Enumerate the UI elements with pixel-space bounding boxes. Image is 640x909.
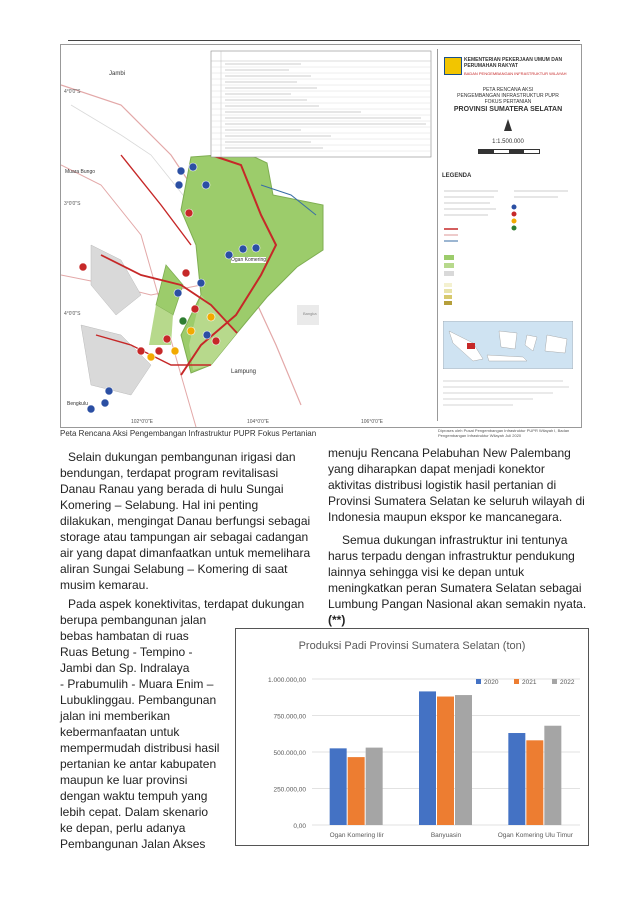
col1-p2-line: pertanian ke antar kabupaten xyxy=(60,757,217,771)
inset-map xyxy=(443,321,573,369)
map-title-main: PROVINSI SUMATERA SELATAN xyxy=(453,106,563,113)
map-label-muara-bungo: Muara Bungo xyxy=(65,169,96,175)
y-tick-label: 0,00 xyxy=(293,823,306,830)
map-label-jambi: Jambi xyxy=(109,71,126,77)
col1-p2-line: - Prabumulih - Muara Enim – xyxy=(60,677,214,691)
svg-text:3°0'0"S: 3°0'0"S xyxy=(64,201,81,207)
legend-swatch-2022 xyxy=(552,679,557,684)
top-rule xyxy=(68,40,580,41)
svg-text:106°0'0"E: 106°0'0"E xyxy=(361,419,383,425)
ministry-name: KEMENTERIAN PEKERJAAN UMUM DAN PERUMAHAN RAKYAT xyxy=(464,57,563,69)
x-tick-label: Ogan Komering Ulu Timur xyxy=(497,832,573,839)
map-label-lampung: Lampung xyxy=(231,369,257,375)
map-title-line3: FOKUS PERTANIAN xyxy=(484,99,532,105)
agency-name: BADAN PENGEMBANGAN INFRASTRUKTUR WILAYAH xyxy=(464,71,567,76)
col1-p2-line: Pembangunan Jalan Akses xyxy=(60,837,206,851)
col1-p2-line: maupun ke luar provinsi xyxy=(60,773,188,787)
legend-label-2022: 2022 xyxy=(560,679,575,686)
chart-bar-2020-0 xyxy=(330,748,347,825)
map-label-ogan-komering: Ogan Komering xyxy=(231,257,267,263)
y-tick-label: 250.000,00 xyxy=(273,786,306,794)
pupr-logo xyxy=(444,57,462,75)
col1-p2-line: berupa pembangunan jalan xyxy=(60,613,207,627)
chart-bar-2021-1 xyxy=(437,697,454,825)
chart-svg xyxy=(236,629,588,845)
article-end-mark: (**) xyxy=(328,613,346,627)
x-tick-label: Banyuasin xyxy=(430,832,462,839)
map-label-bengkulu: Bengkulu xyxy=(67,401,88,407)
col2-paragraph-2 xyxy=(328,532,590,628)
legend-swatch-2021 xyxy=(514,679,519,684)
map-title-line1: PETA RENCANA AKSI xyxy=(482,87,534,93)
col1-paragraph-1: Selain dukungan pembangunan irigasi dan bendungan, terdapat program revitalisasi Danau Ranau yang berada di hulu Sungai Komering – Selabung. Hal ini penting dilakukan, mengingat Danau berfungsi sebagai storage atau tampungan air sebagai cadangan air yang dapat dimanfaatkan untuk memelihara aliran Sungai Selabung – Komering di saat musim kemarau. xyxy=(60,450,311,592)
col1-p2-line: Lubuklinggau. Pembangunan xyxy=(60,693,217,707)
map-legend-panel xyxy=(437,49,578,421)
north-arrow-icon xyxy=(504,119,512,131)
chart-bar-2021-0 xyxy=(348,757,365,825)
svg-text:Bangka: Bangka xyxy=(303,311,317,316)
x-tick-label: Ogan Komering Ilir xyxy=(329,832,384,839)
map-figure xyxy=(60,44,582,428)
col1-p2-line: Pada aspek konektivitas, terdapat dukungan xyxy=(68,597,305,611)
legend-symbols xyxy=(438,183,578,323)
col1-p2-line: jalan ini memberikan xyxy=(60,709,171,723)
chart-bar-2020-1 xyxy=(419,691,436,825)
map-sources-text xyxy=(443,375,573,419)
chart-bar-2022-0 xyxy=(366,748,383,825)
legend-heading: LEGENDA xyxy=(442,173,472,179)
svg-text:4°0'0"S: 4°0'0"S xyxy=(64,311,81,317)
map-caption: Peta Rencana Aksi Pengembangan Infrastruktur PUPR Fokus Pertanian xyxy=(60,429,317,438)
chart-title: Produksi Padi Provinsi Sumatera Selatan (ton) xyxy=(298,640,526,652)
y-tick-label: 750.000,00 xyxy=(273,713,306,721)
legend-label-2020: 2020 xyxy=(484,679,499,686)
col1-p2-line: bebas hambatan di ruas xyxy=(60,629,189,643)
map-title-line2: PENGEMBANGAN INFRASTRUKTUR PUPR xyxy=(457,93,559,99)
col1-p2-line: Jambi dan Sp. Indralaya xyxy=(60,661,190,675)
y-tick-label: 1.000.000,00 xyxy=(268,677,306,684)
legend-swatch-2020 xyxy=(476,679,481,684)
col1-p2-line: kebermanfaatan untuk xyxy=(60,725,180,739)
col1-p2-line: mempermudah distribusi hasil xyxy=(60,741,220,755)
scale-bar xyxy=(478,149,540,154)
col1-p2-line: lebih cepat. Dalam skenario xyxy=(60,805,209,819)
y-tick-label: 500.000,00 xyxy=(273,750,306,757)
svg-text:102°0'0"E: 102°0'0"E xyxy=(131,419,153,425)
col1-p2-line: ke depan, perlu adanya xyxy=(60,821,186,835)
map-scale: 1:1.500.000 xyxy=(492,139,524,145)
col1-p2-line: dengan waktu tempuh yang xyxy=(60,789,208,803)
chart-bar-2022-2 xyxy=(544,726,561,825)
chart-bar-2022-1 xyxy=(455,695,472,825)
rice-production-chart xyxy=(235,628,589,846)
col1-p2-line: Ruas Betung - Tempino - xyxy=(60,645,193,659)
legend-label-2021: 2021 xyxy=(522,679,537,686)
map-credit: Diproses oleh Pusat Pengembangan Infrastruktur PUPR Wilayah I, Badan Pengembangan Infrastruktur Wilayah Juli 2020 xyxy=(438,428,570,438)
chart-bar-2020-2 xyxy=(508,733,525,825)
col2-paragraph-1: menuju Rencana Pelabuhan New Palembang yang diharapkan dapat menjadi konektor aktivitas distribusi logistik hasil pertanian di Provinsi Sumatera Selatan ke seluruh wilayah di Indonesia maupun ekspor ke mancanegara. xyxy=(328,446,585,524)
svg-text:104°0'0"E: 104°0'0"E xyxy=(247,419,269,425)
svg-text:4°0'0"S: 4°0'0"S xyxy=(64,89,81,95)
chart-bar-2021-2 xyxy=(526,740,543,825)
col2-paragraph-2-text: Semua dukungan infrastruktur ini tentunya harus terpadu dengan infrastruktur pendukung lainnya sehingga visi ke depan untuk meningkatkan peran Sumatera Selatan sebagai Lumbung Pangan Nasional akan semakin nyata. xyxy=(328,533,587,611)
